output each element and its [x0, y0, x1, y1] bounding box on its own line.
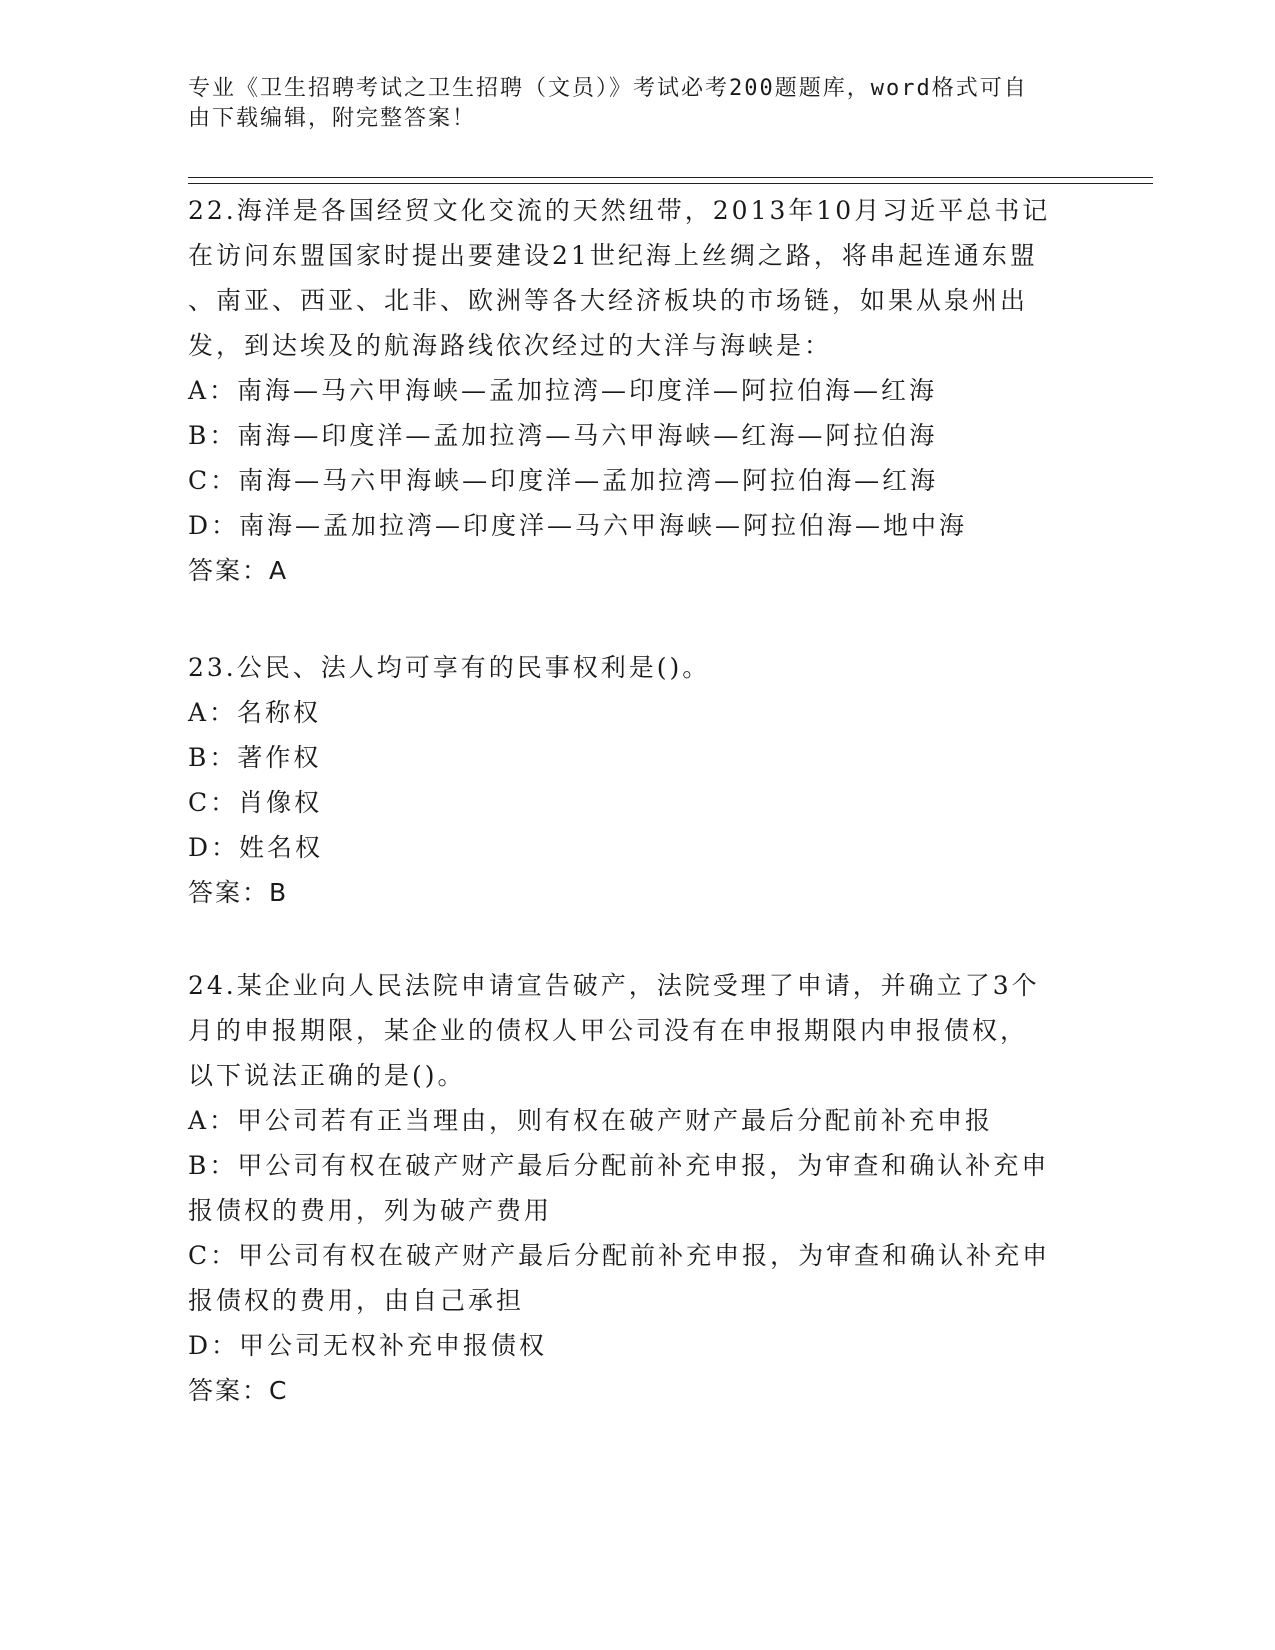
option-a: A：名称权 [188, 698, 322, 727]
option-d: D：南海—孟加拉湾—印度洋—马六甲海峡—阿拉伯海—地中海 [188, 511, 968, 540]
header-line-1: 专业《卫生招聘考试之卫生招聘（文员）》考试必考200题题库，word格式可自 [188, 76, 1028, 101]
header-divider-bottom [188, 183, 1153, 184]
option-b: B：著作权 [188, 743, 322, 772]
document-header [188, 74, 1088, 134]
question-stem-line: 以下说法正确的是()。 [188, 1061, 466, 1090]
question-stem-line: 、南亚、西亚、北非、欧洲等各大经济板块的市场链，如果从泉州出 [188, 286, 1029, 315]
option-a: A：南海—马六甲海峡—孟加拉湾—印度洋—阿拉伯海—红海 [188, 376, 938, 405]
option-b-continued: 报债权的费用，列为破产费用 [188, 1196, 553, 1225]
option-a: A：甲公司若有正当理由，则有权在破产财产最后分配前补充申报 [188, 1106, 994, 1135]
question-22 [188, 188, 1078, 593]
header-divider-top [188, 177, 1153, 178]
header-line-2: 由下载编辑，附完整答案！ [188, 106, 477, 131]
question-23 [188, 645, 1078, 915]
option-c: C：肖像权 [188, 788, 323, 817]
option-d: D：甲公司无权补充申报债权 [188, 1331, 548, 1360]
question-stem-line: 22.海洋是各国经贸文化交流的天然纽带，2013年10月习近平总书记 [188, 196, 1051, 225]
option-d: D：姓名权 [188, 833, 324, 862]
option-c: C：甲公司有权在破产财产最后分配前补充申报，为审查和确认补充申 [188, 1241, 1051, 1270]
option-b: B：南海—印度洋—孟加拉湾—马六甲海峡—红海—阿拉伯海 [188, 421, 938, 450]
question-stem-line: 23.公民、法人均可享有的民事权利是()。 [188, 653, 711, 682]
answer-line: 答案：A [188, 556, 289, 585]
answer-line: 答案：C [188, 1376, 289, 1405]
option-c: C：南海—马六甲海峡—印度洋—孟加拉湾—阿拉伯海—红海 [188, 466, 939, 495]
question-stem-line: 24.某企业向人民法院申请宣告破产，法院受理了申请，并确立了3个 [188, 971, 1040, 1000]
question-24 [188, 963, 1078, 1413]
option-b: B：甲公司有权在破产财产最后分配前补充申报，为审查和确认补充申 [188, 1151, 1050, 1180]
question-stem-line: 月的申报期限，某企业的债权人甲公司没有在申报期限内申报债权， [188, 1016, 1029, 1045]
option-c-continued: 报债权的费用，由自己承担 [188, 1286, 525, 1315]
answer-line: 答案：B [188, 878, 289, 907]
question-stem-line: 发，到达埃及的航海路线依次经过的大洋与海峡是： [188, 331, 833, 360]
question-stem-line: 在访问东盟国家时提出要建设21世纪海上丝绸之路，将串起连通东盟 [188, 241, 1038, 270]
